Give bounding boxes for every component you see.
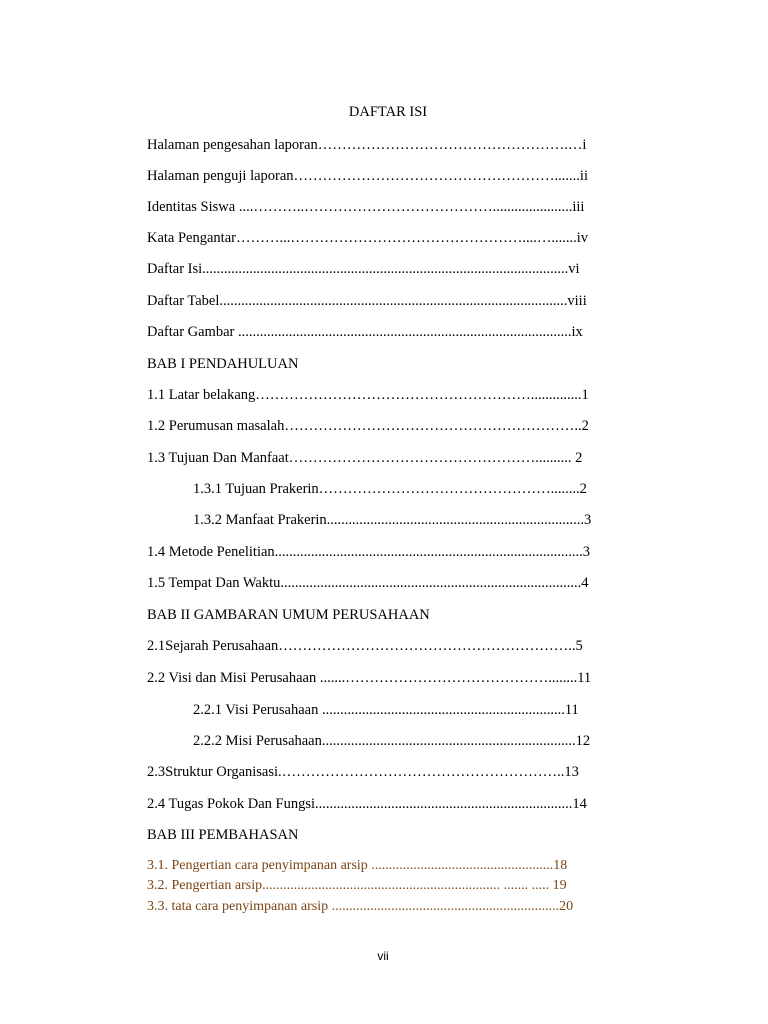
toc-entry-3-2: 3.2. Pengertian arsip.................................................................... ....... ..... 19 <box>147 878 567 893</box>
toc-entry-1-1: 1.1 Latar belakang…………………………………………………..............1 <box>147 387 589 403</box>
toc-entry-1-2: 1.2 Perumusan masalah……………………………………………………..2 <box>147 418 589 434</box>
toc-heading-bab-2: BAB II GAMBARAN UMUM PERUSAHAAN <box>147 607 430 623</box>
toc-entry-daftar-gambar: Daftar Gambar ............................................................................................ix <box>147 324 583 340</box>
toc-entry-2-2: 2.2 Visi dan Misi Perusahaan .......……………………………………........11 <box>147 670 592 686</box>
toc-entry-halaman-pengesahan: Halaman pengesahan laporan…………………………………………….…i <box>147 137 587 153</box>
toc-heading-bab-3: BAB III PEMBAHASAN <box>147 827 299 843</box>
page-number: vii <box>377 949 389 963</box>
toc-entry-1-5: 1.5 Tempat Dan Waktu...................................................................................4 <box>147 575 589 591</box>
toc-entry-2-3: 2.3Struktur Organisasi.…………………………………………………..13 <box>147 764 579 780</box>
toc-entry-1-3: 1.3 Tujuan Dan Manfaat…………………………………………….......... 2 <box>147 450 583 466</box>
page-title: DAFTAR ISI <box>348 104 428 120</box>
toc-entry-1-3-2: 1.3.2 Manfaat Prakerin.......................................................................3 <box>193 512 592 528</box>
toc-entry-daftar-tabel: Daftar Tabel................................................................................................viii <box>147 293 587 309</box>
toc-entry-identitas-siswa: Identitas Siswa ....………..…………………………………......................iii <box>147 199 585 215</box>
toc-heading-bab-1: BAB I PENDAHULUAN <box>147 356 299 372</box>
toc-entry-kata-pengantar: Kata Pengantar………...…………………………………………....….......iv <box>147 230 589 246</box>
toc-entry-3-1: 3.1. Pengertian cara penyimpanan arsip ....................................................18 <box>147 858 568 873</box>
toc-entry-2-2-2: 2.2.2 Misi Perusahaan......................................................................12 <box>193 733 591 749</box>
toc-entry-3-3: 3.3. tata cara penyimpanan arsip .................................................................20 <box>147 899 574 914</box>
toc-entry-1-3-1: 1.3.1 Tujuan Prakerin…………………………………………........2 <box>193 481 587 497</box>
toc-entry-halaman-penguji: Halaman penguji laporan……………………………………………….......ii <box>147 168 588 184</box>
toc-entry-2-2-1: 2.2.1 Visi Perusahaan ...................................................................11 <box>193 702 579 718</box>
toc-entry-1-4: 1.4 Metode Penelitian.....................................................................................3 <box>147 544 591 560</box>
toc-entry-2-1: 2.1Sejarah Perusahaan……………………………………………………..5 <box>147 638 583 654</box>
toc-entry-daftar-isi: Daftar Isi.....................................................................................................vi <box>147 261 580 277</box>
toc-entry-2-4: 2.4 Tugas Pokok Dan Fungsi.......................................................................14 <box>147 796 587 812</box>
